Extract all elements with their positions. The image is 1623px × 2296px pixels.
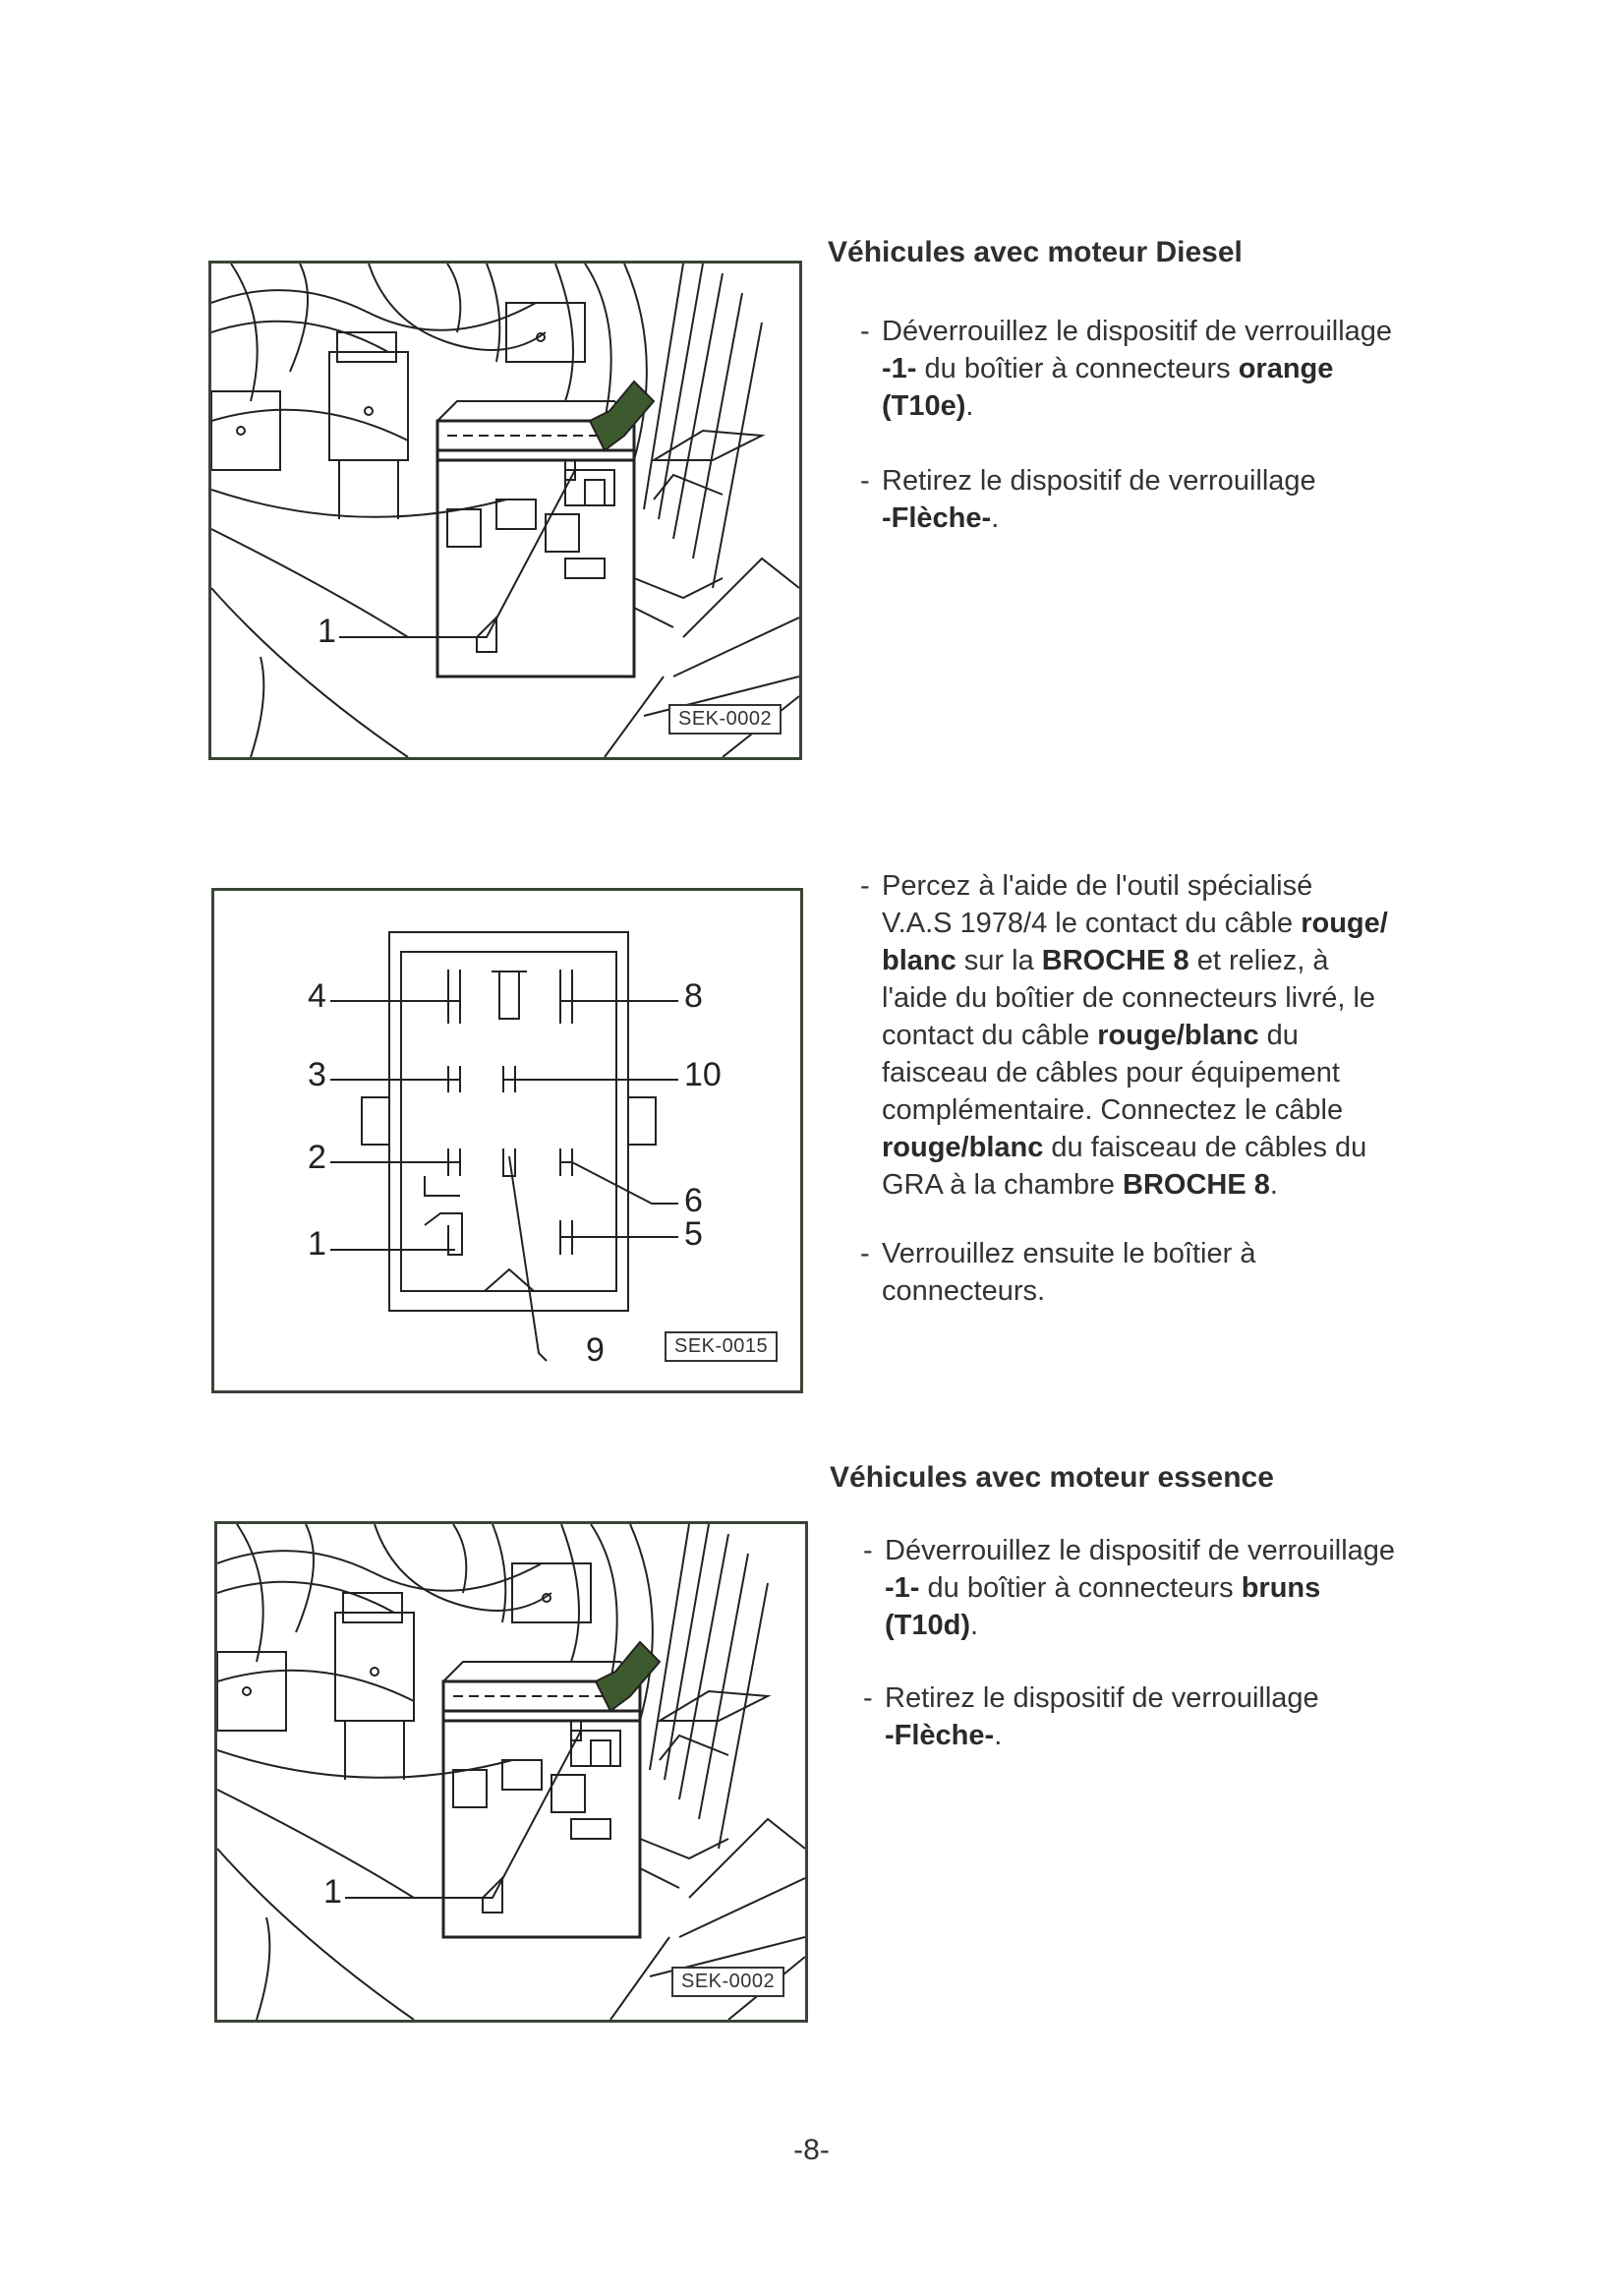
arrow-ref: -Flèche- bbox=[882, 502, 992, 534]
connector-pinout-drawing bbox=[214, 891, 800, 1390]
wire-color: blanc bbox=[882, 945, 956, 976]
arrow-ref: -Flèche- bbox=[885, 1720, 995, 1751]
bullet-dash: - bbox=[860, 316, 870, 347]
diesel-figure-code: SEK-0002 bbox=[668, 704, 782, 735]
step-text: Déverrouillez le dispositif de verrouillage bbox=[882, 316, 1393, 347]
pin-label-8: 8 bbox=[684, 977, 703, 1015]
pin-ref: BROCHE 8 bbox=[1041, 945, 1189, 976]
step-text: du bbox=[1258, 1020, 1299, 1051]
pin-label-10: 10 bbox=[684, 1056, 722, 1093]
step-text: . bbox=[991, 502, 1000, 534]
bullet-dash: - bbox=[863, 1535, 873, 1566]
step-text: du boîtier à connecteurs bbox=[916, 353, 1239, 384]
page-number: -8- bbox=[793, 2134, 830, 2166]
connector-color: bruns bbox=[1241, 1572, 1321, 1604]
step-text: sur la bbox=[956, 945, 1042, 976]
petrol-connector-drawing bbox=[217, 1524, 805, 2020]
pin-label-3: 3 bbox=[308, 1056, 326, 1093]
diesel-step-unlock bbox=[860, 313, 1432, 425]
step-text: V.A.S 1978/4 le contact du câble bbox=[882, 908, 1302, 939]
step-text: . bbox=[1269, 1169, 1278, 1201]
step-text: connecteurs. bbox=[882, 1275, 1046, 1307]
wire-color: rouge/ bbox=[1301, 908, 1388, 939]
diesel-heading: Véhicules avec moteur Diesel bbox=[828, 236, 1243, 268]
step-text: contact du câble bbox=[882, 1020, 1098, 1051]
step-text: du boîtier à connecteurs bbox=[919, 1572, 1242, 1604]
connector-pinout-figure bbox=[211, 888, 803, 1393]
connector-step-lock bbox=[860, 1235, 1452, 1310]
pin-label-5: 5 bbox=[684, 1215, 703, 1253]
pin-label-1: 1 bbox=[308, 1225, 326, 1263]
connector-color: orange bbox=[1238, 353, 1334, 384]
step-text: du faisceau de câbles du bbox=[1043, 1132, 1367, 1163]
step-text: Verrouillez ensuite le boîtier à bbox=[882, 1238, 1256, 1269]
step-text: Percez à l'aide de l'outil spécialisé bbox=[882, 870, 1313, 902]
step-text: l'aide du boîtier de connecteurs livré, le bbox=[882, 982, 1376, 1014]
bullet-dash: - bbox=[860, 465, 870, 497]
diesel-step-remove bbox=[860, 462, 1432, 537]
bullet-dash: - bbox=[863, 1682, 873, 1714]
step-text: et reliez, à bbox=[1188, 945, 1329, 976]
petrol-callout-1: 1 bbox=[323, 1873, 342, 1911]
pin-label-4: 4 bbox=[308, 977, 326, 1015]
step-text: Retirez le dispositif de verrouillage bbox=[885, 1682, 1319, 1714]
pin-ref: BROCHE 8 bbox=[1123, 1169, 1270, 1201]
step-text: complémentaire. Connectez le câble bbox=[882, 1094, 1344, 1126]
step-text: faisceau de câbles pour équipement bbox=[882, 1057, 1340, 1089]
pin-label-6: 6 bbox=[684, 1182, 703, 1219]
diesel-connector-drawing bbox=[211, 264, 799, 757]
connector-id: (T10e) bbox=[882, 390, 966, 422]
petrol-step-remove bbox=[863, 1679, 1435, 1754]
wire-color: rouge/blanc bbox=[1097, 1020, 1259, 1051]
petrol-connector-figure bbox=[214, 1521, 808, 2023]
step-text: . bbox=[965, 390, 974, 422]
petrol-step-unlock bbox=[863, 1532, 1435, 1644]
step-text: GRA à la chambre bbox=[882, 1169, 1123, 1201]
pin-label-2: 2 bbox=[308, 1139, 326, 1176]
connector-figure-code: SEK-0015 bbox=[665, 1331, 778, 1362]
step-text: Déverrouillez le dispositif de verrouillage bbox=[885, 1535, 1396, 1566]
diesel-connector-figure bbox=[208, 261, 802, 760]
step-text: . bbox=[994, 1720, 1003, 1751]
pin-label-9: 9 bbox=[586, 1331, 605, 1369]
step-text: . bbox=[970, 1610, 979, 1641]
connector-step-pierce bbox=[860, 867, 1452, 1204]
callout-ref: -1- bbox=[882, 353, 917, 384]
diesel-callout-1: 1 bbox=[318, 613, 336, 650]
step-text: Retirez le dispositif de verrouillage bbox=[882, 465, 1316, 497]
wire-color: rouge/blanc bbox=[882, 1132, 1044, 1163]
bullet-dash: - bbox=[860, 1238, 870, 1269]
bullet-dash: - bbox=[860, 870, 870, 902]
petrol-heading: Véhicules avec moteur essence bbox=[830, 1461, 1274, 1494]
connector-id: (T10d) bbox=[885, 1610, 970, 1641]
petrol-figure-code: SEK-0002 bbox=[671, 1967, 784, 1997]
callout-ref: -1- bbox=[885, 1572, 920, 1604]
